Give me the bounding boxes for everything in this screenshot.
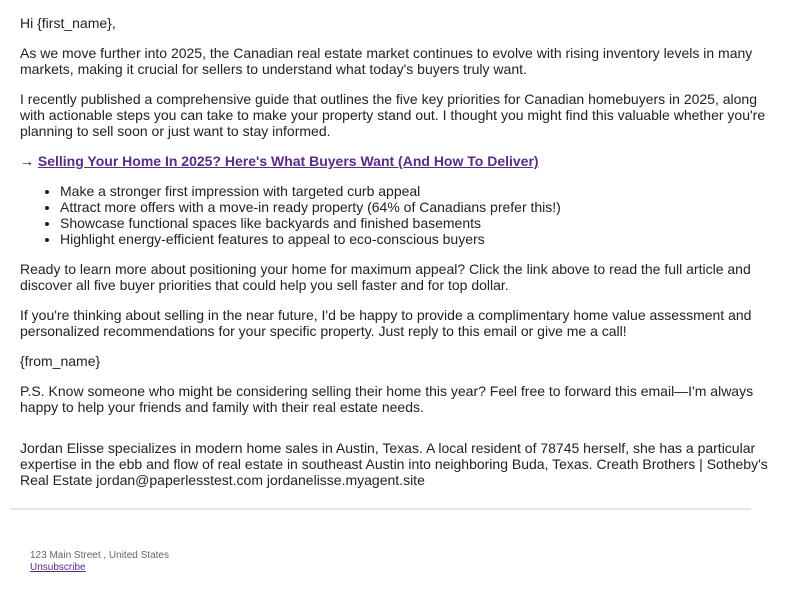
greeting: Hi {first_name}, — [20, 15, 116, 31]
agent-bio: Jordan Elisse specializes in modern home sales in Austin, Texas. A local resident of 78745 herself, she has a particular expertise in the ebb and flow of real estate in southeast Austin into neighboring Buda, Texas. Creath Brothers | Sotheby's Real Estate jordan@paperlesstest.com jordanelisse.myagent.site — [20, 440, 768, 488]
list-item: • Showcase functional spaces like backyards and finished basements — [60, 215, 785, 231]
intro-paragraph: As we move further into 2025, the Canadian real estate market continues to evolve with rising inventory levels in many markets, making it crucial for sellers to understand what today's buyers truly want. — [20, 45, 753, 77]
email-footer — [30, 550, 169, 574]
footer-address: 123 Main Street , United States — [30, 550, 169, 561]
signature: {from_name} — [20, 353, 101, 369]
list-item: • Attract more offers with a move-in ready property (64% of Canadians prefer this!) — [60, 199, 785, 215]
guide-paragraph: I recently published a comprehensive guide that outlines the five key priorities for Canadian homebuyers in 2025, along with actionable steps you can take to make your property stand out. I thought you might find this valuable whether you're planning to sell soon or just want to stay informed. — [20, 91, 766, 139]
footer-divider — [10, 508, 751, 510]
benefits-list — [20, 183, 785, 247]
list-item: • Highlight energy-efficient features to appeal to eco-conscious buyers — [60, 231, 785, 247]
cta-paragraph: Ready to learn more about positioning your home for maximum appeal? Click the link above to read the full article and discover all five buyer priorities that could help you sell faster and for top dollar. — [20, 261, 751, 293]
spacer — [20, 429, 785, 440]
list-item: • Make a stronger first impression with targeted curb appeal — [60, 183, 785, 199]
email-body — [20, 15, 785, 502]
unsubscribe-link[interactable]: Unsubscribe — [30, 562, 86, 573]
article-link[interactable]: Selling Your Home In 2025? Here's What Buyers Want (And How To Deliver) — [37, 153, 539, 169]
offer-paragraph: If you're thinking about selling in the near future, I'd be happy to provide a complimentary home value assessment and personalized recommendations for your specific property. Just reply to this email or give me a call! — [20, 307, 752, 339]
postscript: P.S. Know someone who might be considering selling their home this year? Feel free to forward this email—I'm always happy to help your friends and family with their real estate needs. — [20, 383, 754, 415]
article-link-line — [20, 153, 785, 169]
arrow-icon: → — [20, 153, 38, 169]
